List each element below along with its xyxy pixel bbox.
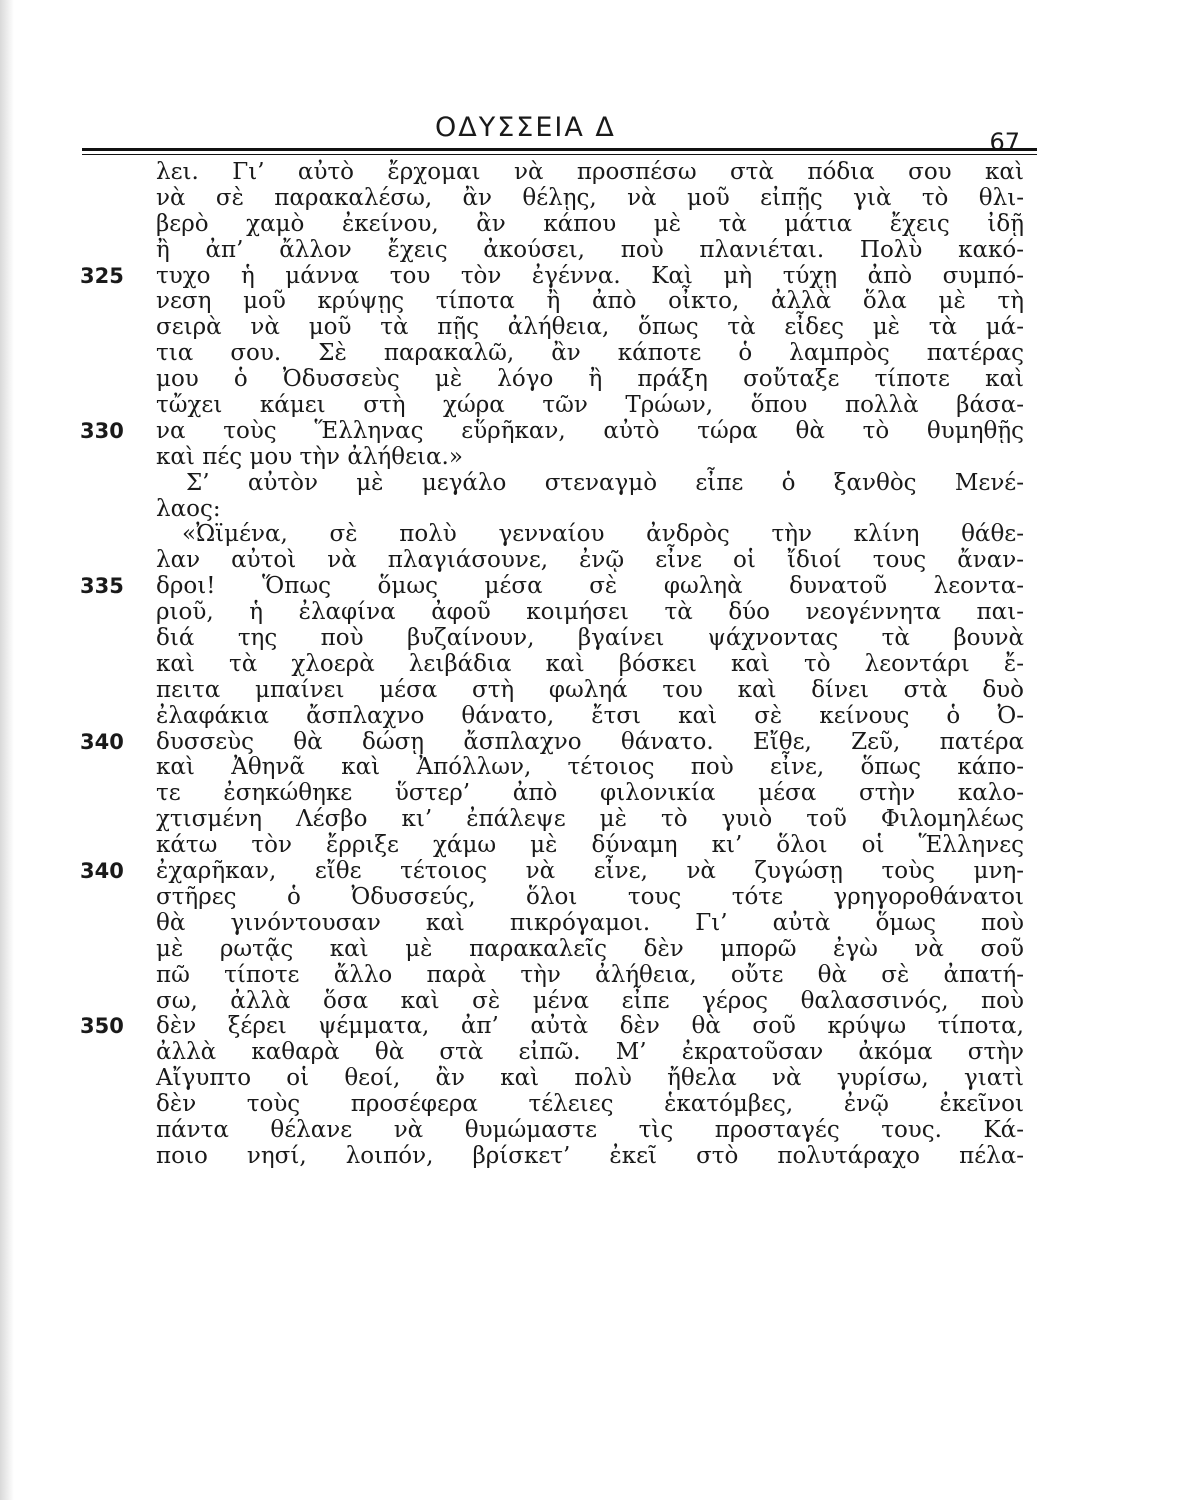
text-line	[80, 419, 1040, 445]
line-text: δὲν ξέρει ψέμματα, ἀπ’ αὐτὰ δὲν θὰ σοῦ κρύψω τίποτα,	[156, 1013, 1024, 1040]
text-line	[80, 212, 1040, 238]
text-line	[80, 989, 1040, 1015]
line-text: βερὸ χαμὸ ἐκείνου, ἂν κάπου μὲ τὰ μάτια ἔχεις ἰδῇ	[156, 210, 1024, 237]
line-text: σειρὰ νὰ μοῦ τὰ πῇς ἀλήθεια, ὅπως τὰ εἶδες μὲ τὰ μά-	[156, 314, 1024, 341]
text-line	[80, 471, 1040, 497]
page-header	[150, 100, 1030, 156]
text-line	[80, 807, 1040, 833]
line-text: μου ὁ Ὀδυσσεὺς μὲ λόγο ἢ πράξη σοὔταξε τίποτε καὶ	[156, 366, 1024, 393]
text-line	[80, 238, 1040, 264]
text-line	[80, 911, 1040, 937]
line-text: μὲ ρωτᾷς καὶ μὲ παρακαλεῖς δὲν μπορῶ ἐγὼ νὰ σοῦ	[156, 935, 1024, 962]
text-line	[80, 885, 1040, 911]
text-line	[80, 730, 1040, 756]
text-line	[80, 1092, 1040, 1118]
text-line	[80, 548, 1040, 574]
line-text: ποιο νησί, λοιπόν, βρίσκετ’ ἐκεῖ στὸ πολυτάραχο πέλα-	[156, 1142, 1024, 1169]
text-line	[80, 522, 1040, 548]
line-text: καὶ τὰ χλοερὰ λειβάδια καὶ βόσκει καὶ τὸ λεοντάρι ἔ-	[156, 650, 1024, 677]
line-text: ἐλαφάκια ἄσπλαχνο θάνατο, ἔτσι καὶ σὲ κείνους ὁ Ὀ-	[156, 702, 1024, 729]
text-line	[80, 859, 1040, 885]
line-text: πάντα θέλανε νὰ θυμώμαστε τὶς προσταγές τους. Κά-	[156, 1116, 1024, 1143]
text-line	[80, 186, 1040, 212]
line-number: 340	[80, 859, 124, 884]
line-text: Σ’ αὐτὸν μὲ μεγάλο στεναγμὸ εἶπε ὁ ξανθὸς Μενέ-	[186, 469, 1024, 496]
text-line	[80, 264, 1040, 290]
text-line	[80, 652, 1040, 678]
header-rule	[82, 148, 1037, 155]
line-text: Αἴγυπτο οἱ θεοί, ἂν καὶ πολὺ ἤθελα νὰ γυρίσω, γιατὶ	[156, 1065, 1024, 1092]
line-text: θὰ γινόντουσαν καὶ πικρόγαμοι. Γι’ αὐτὰ ὅμως ποὺ	[156, 909, 1024, 936]
line-text: ριοῦ, ἡ ἐλαφίνα ἀφοῦ κοιμήσει τὰ δύο νεογέννητα παι-	[156, 599, 1024, 626]
text-line	[80, 600, 1040, 626]
line-text: λαν αὐτοὶ νὰ πλαγιάσουνε, ἐνῷ εἶνε οἱ ἴδιοί τους ἄναν-	[156, 547, 1024, 574]
text-line	[80, 1118, 1040, 1144]
text-line	[80, 445, 1040, 471]
line-number: 330	[80, 418, 124, 443]
line-text: να τοὺς Ἕλληνας εὕρῆκαν, αὐτὸ τώρα θὰ τὸ θυμηθῇς	[156, 417, 1024, 444]
text-line	[80, 704, 1040, 730]
page-gutter-shadow	[0, 0, 14, 1500]
line-text: δὲν τοὺς προσέφερα τέλειες ἑκατόμβες, ἐνῷ ἐκεῖνοι	[156, 1091, 1024, 1118]
line-text: τυχο ἡ μάννα του τὸν ἐγέννα. Καὶ μὴ τύχῃ ἀπὸ συμπό-	[156, 262, 1024, 289]
text-line	[80, 937, 1040, 963]
text-line	[80, 678, 1040, 704]
text-line	[80, 626, 1040, 652]
line-text: «Ὠϊμένα, σὲ πολὺ γενναίου ἀνδρὸς τὴν κλίνη θάθε-	[182, 521, 1024, 548]
line-text: σω, ἀλλὰ ὅσα καὶ σὲ μένα εἶπε γέρος θαλασσινός, ποὺ	[156, 987, 1024, 1014]
line-number: 325	[80, 263, 124, 288]
line-text: τὤχει κάμει στὴ χώρα τῶν Τρώων, ὅπου πολλὰ βάσα-	[156, 392, 1024, 419]
line-text: τια σου. Σὲ παρακαλῶ, ἂν κάποτε ὁ λαμπρὸς πατέρας	[156, 340, 1024, 367]
text-line	[80, 315, 1040, 341]
text-line	[80, 1066, 1040, 1092]
text-line	[80, 393, 1040, 419]
line-text: πειτα μπαίνει μέσα στὴ φωληά του καὶ δίνει στὰ δυὸ	[156, 676, 1024, 703]
text-line	[80, 963, 1040, 989]
line-text: διά της ποὺ βυζαίνουν, βγαίνει ψάχνοντας τὰ βουνὰ	[156, 625, 1024, 652]
page-number: 67	[989, 128, 1020, 156]
line-text: ἀλλὰ καθαρὰ θὰ στὰ εἰπῶ. Μ’ ἐκρατοῦσαν ἀκόμα στὴν	[156, 1039, 1024, 1066]
line-text: τε ἐσηκώθηκε ὕστερ’ ἀπὸ φιλονικία μέσα στὴν καλο-	[156, 780, 1024, 807]
text-line	[80, 1040, 1040, 1066]
running-title: ΟΔΥΣΣΕΙΑ Δ	[435, 112, 616, 143]
line-text: νεση μοῦ κρύψῃς τίποτα ἢ ἀπὸ οἶκτο, ἀλλὰ ὅλα μὲ τὴ	[156, 288, 1024, 315]
text-line	[80, 160, 1040, 186]
text-line	[80, 574, 1040, 600]
line-number: 340	[80, 729, 124, 754]
line-text: καὶ Ἀθηνᾶ καὶ Ἀπόλλων, τέτοιος ποὺ εἶνε, ὅπως κάπο-	[156, 754, 1024, 781]
line-text: καὶ πές μου τὴν ἀλήθεια.»	[156, 443, 463, 470]
text-line	[80, 367, 1040, 393]
text-line	[80, 833, 1040, 859]
line-text: χτισμένη Λέσβο κι’ ἐπάλεψε μὲ τὸ γυιὸ τοῦ Φιλομηλέως	[156, 806, 1024, 833]
line-number: 350	[80, 1014, 124, 1039]
line-text: λαος:	[156, 495, 221, 522]
line-number: 335	[80, 574, 124, 599]
line-text: ἐχαρῆκαν, εἴθε τέτοιος νὰ εἶνε, νὰ ζυγώσῃ τοὺς μνη-	[156, 858, 1024, 885]
line-text: κάτω τὸν ἔρριξε χάμω μὲ δύναμη κι’ ὅλοι οἱ Ἕλληνες	[156, 832, 1024, 859]
line-text: λει. Γι’ αὐτὸ ἔρχομαι νὰ προσπέσω στὰ πόδια σου καὶ	[156, 159, 1024, 185]
text-line	[80, 755, 1040, 781]
text-line	[80, 497, 1040, 523]
line-text: πῶ τίποτε ἄλλο παρὰ τὴν ἀλήθεια, οὔτε θὰ σὲ ἀπατή-	[156, 961, 1024, 988]
line-text: νὰ σὲ παρακαλέσω, ἂν θέλῃς, νὰ μοῦ εἰπῇς γιὰ τὸ θλι-	[156, 184, 1024, 211]
line-text: στῆρες ὁ Ὀδυσσεύς, ὅλοι τους τότε γρηγοροθάνατοι	[156, 883, 1024, 910]
line-text: δυσσεὺς θὰ δώσῃ ἄσπλαχνο θάνατο. Εἴθε, Ζεῦ, πατέρα	[156, 728, 1024, 755]
text-line	[80, 1014, 1040, 1040]
line-text: δροι! Ὅπως ὅμως μέσα σὲ φωληὰ δυνατοῦ λεοντα-	[156, 573, 1024, 600]
line-text: ἢ ἀπ’ ἄλλον ἔχεις ἀκούσει, ποὺ πλανιέται. Πολὺ κακό-	[156, 236, 1024, 263]
text-line	[80, 1144, 1040, 1170]
text-line	[80, 289, 1040, 315]
body-text	[80, 160, 1040, 1170]
text-line	[80, 341, 1040, 367]
text-line	[80, 781, 1040, 807]
